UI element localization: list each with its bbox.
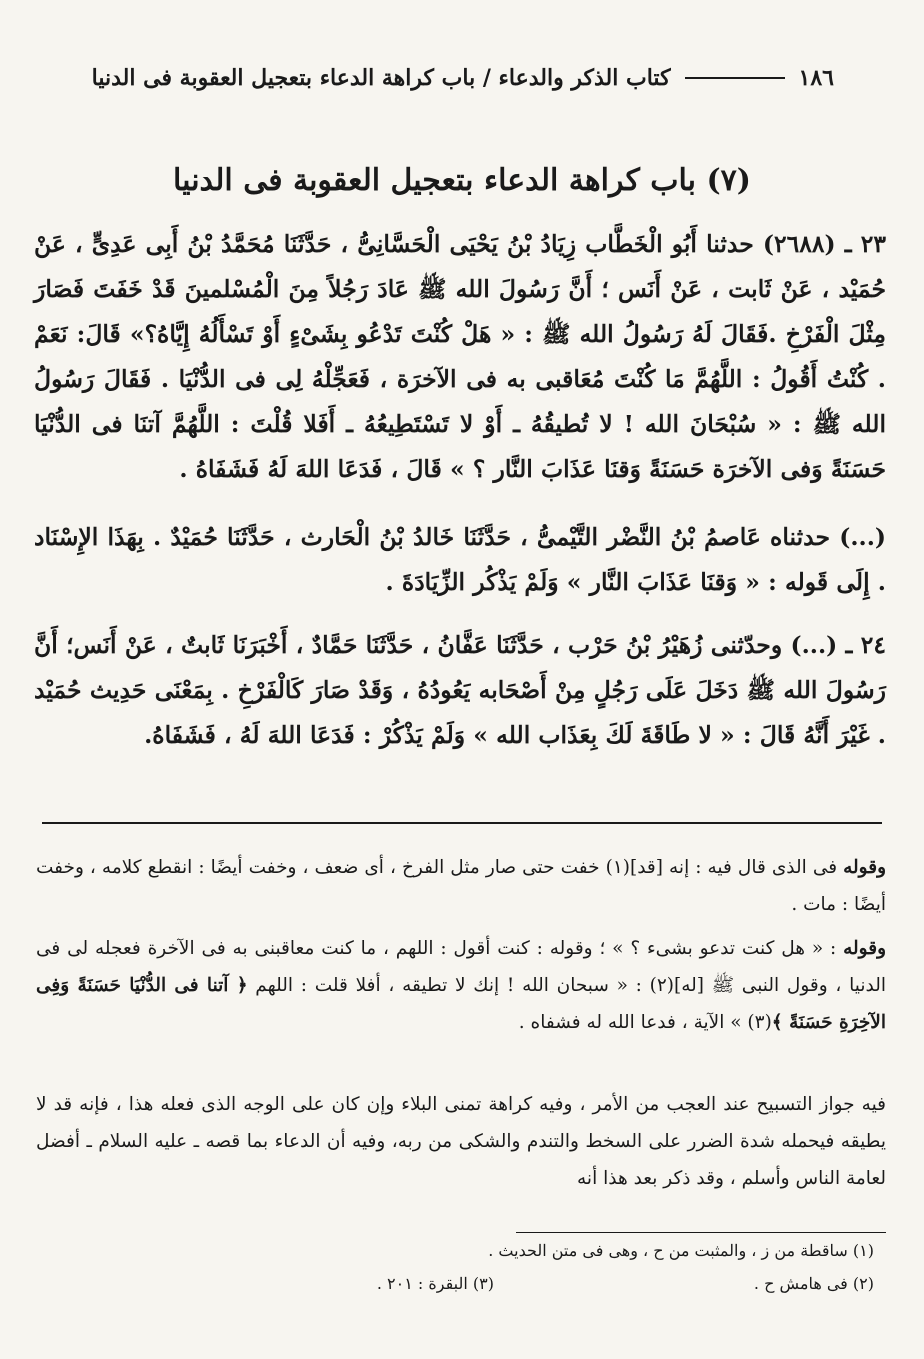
commentary-lead: وقوله <box>843 857 887 878</box>
commentary-paragraph-1 <box>36 849 886 923</box>
text-commentary-divider <box>42 822 882 824</box>
hadith-23: ٢٣ ـ (٢٦٨٨) حدثنا أَبُو الْخَطَّاب زِيَادُ بْنُ يَحْيَى الْحَسَّانِىُّ ، حَدَّثَنَا مُحَمَّدُ بْنُ أَبِى عَدِىٍّ ، عَنْ حُمَيْد ، عَنْ ثَابت ، عَنْ أَنَس ؛ أَنَّ رَسُولَ الله ﷺ عَادَ رَجُلاً مِنَ الْمُسْلمينَ قَدْ خَفَتَ فَصَارَ مِثْلَ الْفَرْخِ .فَقَالَ لَهُ رَسُولُ الله ﷺ : « هَلْ كُنْتَ تَدْعُو بِشَىْءٍ أَوْ تَسْأَلُهُ إِيَّاهُ؟» قَالَ: نَعَمْ . كُنْتُ أَقُولُ : اللَّهُمَّ مَا كُنْتَ مُعَاقبى به فى الآخرَة ، فَعَجِّلْهُ لِى فى الدُّنْيَا . فَقَالَ رَسُولُ الله ﷺ : « سُبْحَانَ الله ! لا تُطيقُهُ ـ أَوْ لا تَسْتَطِيعُهُ ـ أَفَلا قُلْتَ : اللَّهُمَّ آتنَا فى الدُّنْيَا حَسَنَةً وَفى الآخرَة حَسَنَةً وَقنَا عَذَابَ النَّار ؟ » قَالَ ، فَدَعَا اللهَ لَهُ فَشَفَاهُ . <box>34 230 886 483</box>
header-rule <box>685 77 785 79</box>
page-number: ١٨٦ <box>798 65 834 91</box>
hadith-24: ٢٤ ـ (...) وحدّثنى زُهَيْرُ بْنُ حَرْب ، حَدَّثَنَا عَفَّانُ ، حَدَّثَنَا حَمَّادٌ ، أَخْبَرَنَا ثَابتٌ ، عَنْ أَنَس؛ أَنَّ رَسُولَ الله ﷺ دَخَلَ عَلَى رَجُلٍ مِنْ أَصْحَابه يَعُودُهُ ، وَقَدْ صَارَ كَالْفَرْخِ . بِمَعْنَى حَدِيث حُمَيْد . غَيْرَ أَنَّهُ قَالَ : « لا طَاقَةَ لَكَ بِعَذَاب الله » وَلَمْ يَذْكُرْ : فَدَعَا اللهَ لَهُ ، فَشَفَاهُ. <box>34 631 886 749</box>
commentary-lead: وقوله <box>843 938 886 959</box>
running-title: كتاب الذكر والدعاء / باب كراهة الدعاء بتعجيل العقوبة فى الدنيا <box>91 65 671 91</box>
commentary-text: : « هل كنت تدعو بشىء ؟ » ؛ وقوله : كنت أقول : اللهم ، ما كنت معاقبنى به فى الآخرة فعجله لى فى الدنيا ، وقول النبى ﷺ [له](٢) : « سبحان الله ! إنك لا تطيقه ، أفلا قلت : اللهم <box>36 938 886 996</box>
commentary-paragraph-3: فيه جواز التسبيح عند العجب من الأمر ، وفيه كراهة تمنى البلاء وإن كان على الوجه الذى فعله هذا ، فإنه قد لا يطيقه فيحمله شدة الضرر على السخط والتندم والشكى من ربه، وفيه أن الدعاء بما قصه ـ عليه السلام ـ أفضل لعامة الناس وأسلم ، وقد ذكر بعد هذا أنه <box>36 1094 886 1189</box>
quran-verse: ﴿ آتنا فى الدُّنْيَا حَسَنَةً وَفِى الآخِرَةِ حَسَنَةً ﴾ <box>36 975 886 1033</box>
footnote-1: (١) ساقطة من ز ، والمثبت من ح ، وهى فى متن الحديث . <box>488 1241 874 1260</box>
commentary-text: (٣) » الآية ، فدعا الله له فشفاه . <box>518 1012 772 1033</box>
footnote-2: (٢) فى هامش ح . <box>753 1274 874 1293</box>
chapter-title: (٧) باب كراهة الدعاء بتعجيل العقوبة فى الدنيا <box>173 163 751 198</box>
footnote-rule <box>516 1232 886 1233</box>
hadith-23-variant-chain: (...) حدثناه عَاصمُ بْنُ النَّضْر التَّيْمىُّ ، حَدَّثَنَا خَالدُ بْنُ الْحَارث ، حَدَّثَنَا حُمَيْدٌ . بِهَذَا الإِسْنَاد . إِلَى قَوله : « وَقنَا عَذَابَ النَّار » وَلَمْ يَذْكُر الزِّيَادَةَ . <box>34 523 886 596</box>
running-header <box>28 58 834 98</box>
commentary-paragraph-2 <box>36 930 886 1041</box>
footnote-3: (٣) البقرة : ٢٠١ . <box>376 1274 494 1293</box>
commentary-text: فى الذى قال فيه : إنه [قد](١) خفت حتى صار مثل الفرخ ، أى ضعف ، وخفت أيضًا : انقطع كلامه ، وخفت أيضًا : مات . <box>36 857 886 915</box>
